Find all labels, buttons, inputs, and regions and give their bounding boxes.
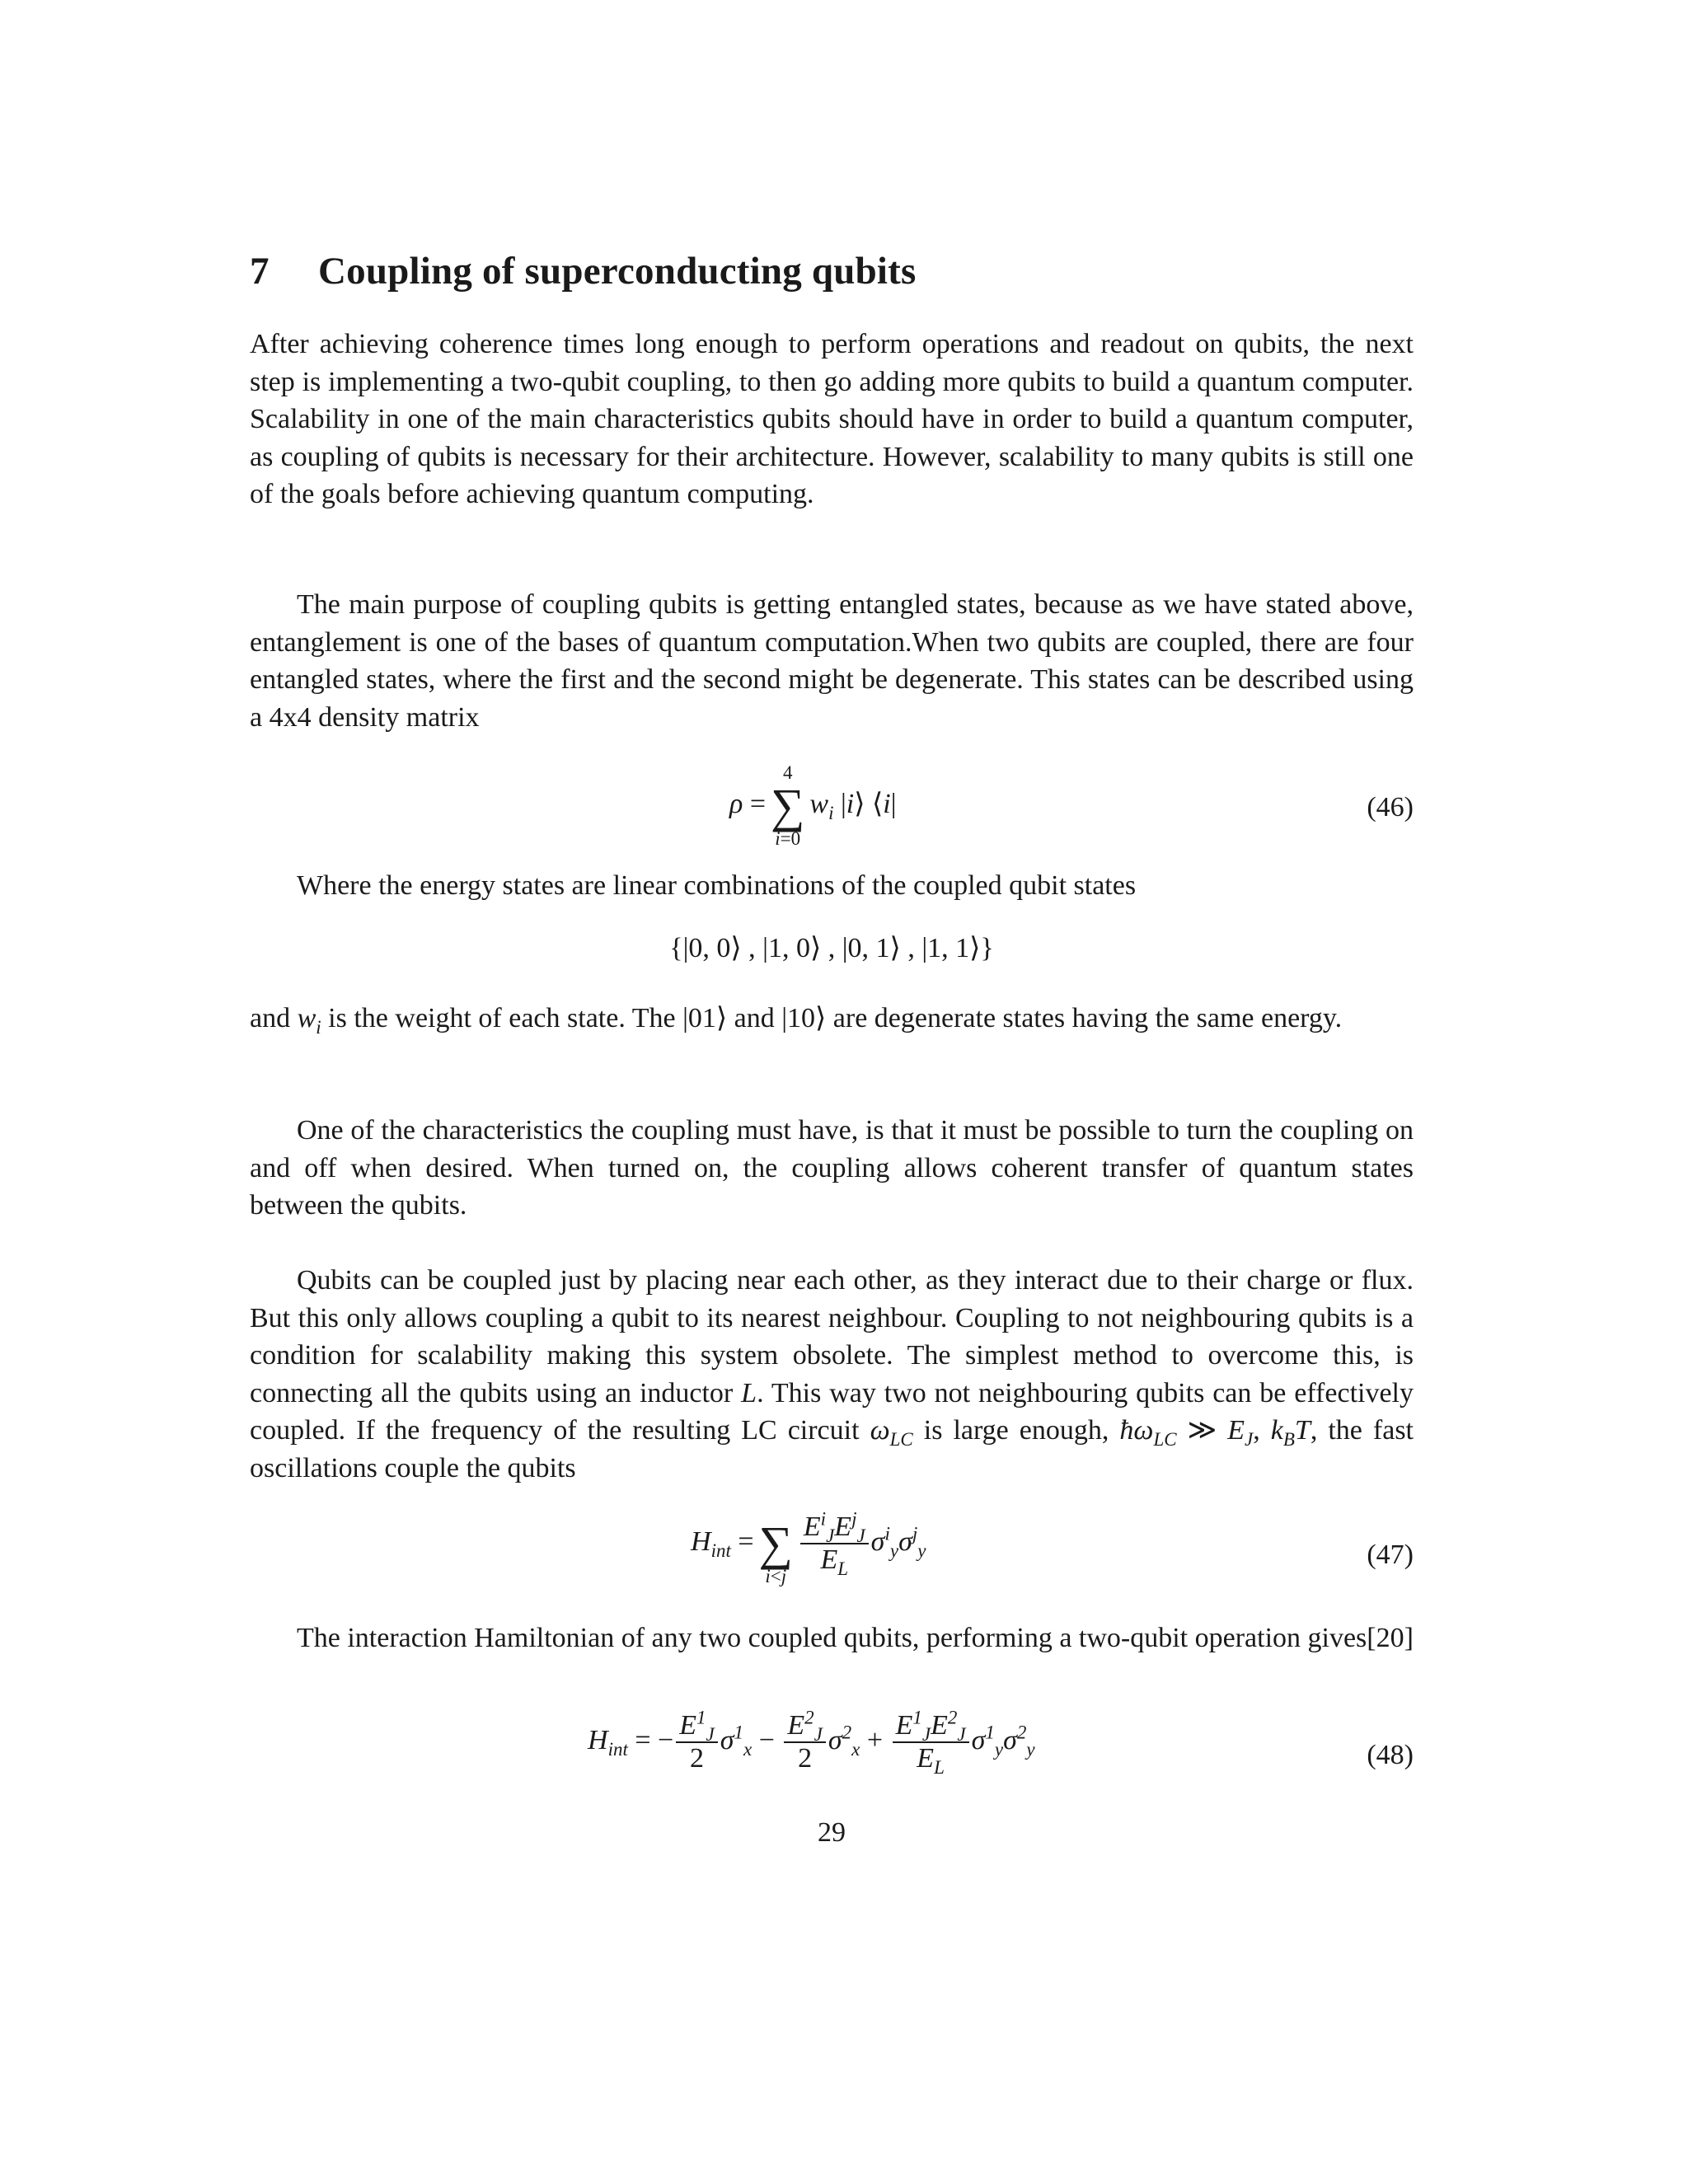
page-number: 29 (818, 1817, 846, 1848)
paragraph-inductor-coupling: Qubits can be coupled just by placing near each other, as they interact due to their charge or flux. But this only allows coupling a qubit to its nearest neighbour. Coupling to not neighbouring qubits is a condition for scalability making this system obsolete. The simplest method to overcome this, is connecting all the qubits using an inductor L. This way two not neighbouring qubits can be effectively coupled. If the frequency of the resulting LC circuit $\omega_{LC}$ is large enough, $ħ\omega_{LC}$ ≫ $E_J$, $k_BT$, the fast oscillations couple the qubits (250, 1265, 1414, 1483)
equation-48-number: (48) (1367, 1740, 1414, 1770)
section-heading (250, 249, 917, 293)
equation-46-body: ρ = 4 ∑ i=0 $w_i$ |i⟩ ⟨i| (729, 762, 897, 849)
paragraph-energy-states: Where the energy states are linear combinations of the coupled qubit states (297, 870, 1137, 901)
equation-47 (250, 1500, 1414, 1607)
summation-symbol: 4 ∑ i=0 (771, 762, 805, 849)
paragraph-weights: and $w_i$ is the weight of each state. The |01⟩ and |10⟩ are degenerate states having the same energy. (250, 1003, 1343, 1038)
basis-states-set: {|0, 0⟩ , |1, 0⟩ , |0, 1⟩ , |1, 1⟩} (669, 933, 994, 963)
document-page (250, 0, 1414, 2184)
section-title: Coupling of superconducting qubits (318, 250, 917, 293)
summation-symbol: ∑ i<j (758, 1516, 793, 1586)
equation-46 (250, 762, 1414, 861)
paragraph-entanglement: The main purpose of coupling qubits is getting entangled states, because as we have stated above, entanglement is one of the bases of quantum computation.When two qubits are coupled, there are four entangled states, where the first and the second might be degenerate. This states can be described using a 4x4 density matrix (250, 589, 1414, 733)
equation-47-number: (47) (1367, 1540, 1414, 1570)
section-number: 7 (250, 250, 270, 293)
equation-48 (250, 1707, 1414, 1801)
equation-48-body: $H_{int}$ = − $\frac{E^1_J}{2}$ $\sigma^1_x$ − $\frac{E^2_J}{2}$ $\sigma^2_x$ + $\frac{E^1_JE^2_J}{E_L}$ $\sigma^1_y\sigma^2_y$ (588, 1707, 1035, 1778)
paragraph-intro: After achieving coherence times long enough to perform operations and readout on qubits, the next step is implementing a two-qubit coupling, to then go adding more qubits to build a quantum computer. Scalability in one of the main characteristics qubits should have in order to build a quantum computer, as coupling of qubits is necessary for their architecture. However, scalability to many qubits is still one of the goals before achieving quantum computing. (250, 329, 1414, 509)
equation-46-number: (46) (1367, 792, 1414, 823)
equation-47-body: $H_{int}$ = ∑ i<j $\frac{E^i_JE^j_J}{E_L}$ $\sigma^i_y\sigma^j_y$ (691, 1500, 926, 1587)
paragraph-interaction-hamiltonian: The interaction Hamiltonian of any two coupled qubits, performing a two-qubit operation gives[20] (297, 1623, 1414, 1653)
paragraph-switching: One of the characteristics the coupling must have, is that it must be possible to turn the coupling on and off when desired. When turned on, the coupling allows coherent transfer of quantum states between the qubits. (250, 1115, 1414, 1221)
